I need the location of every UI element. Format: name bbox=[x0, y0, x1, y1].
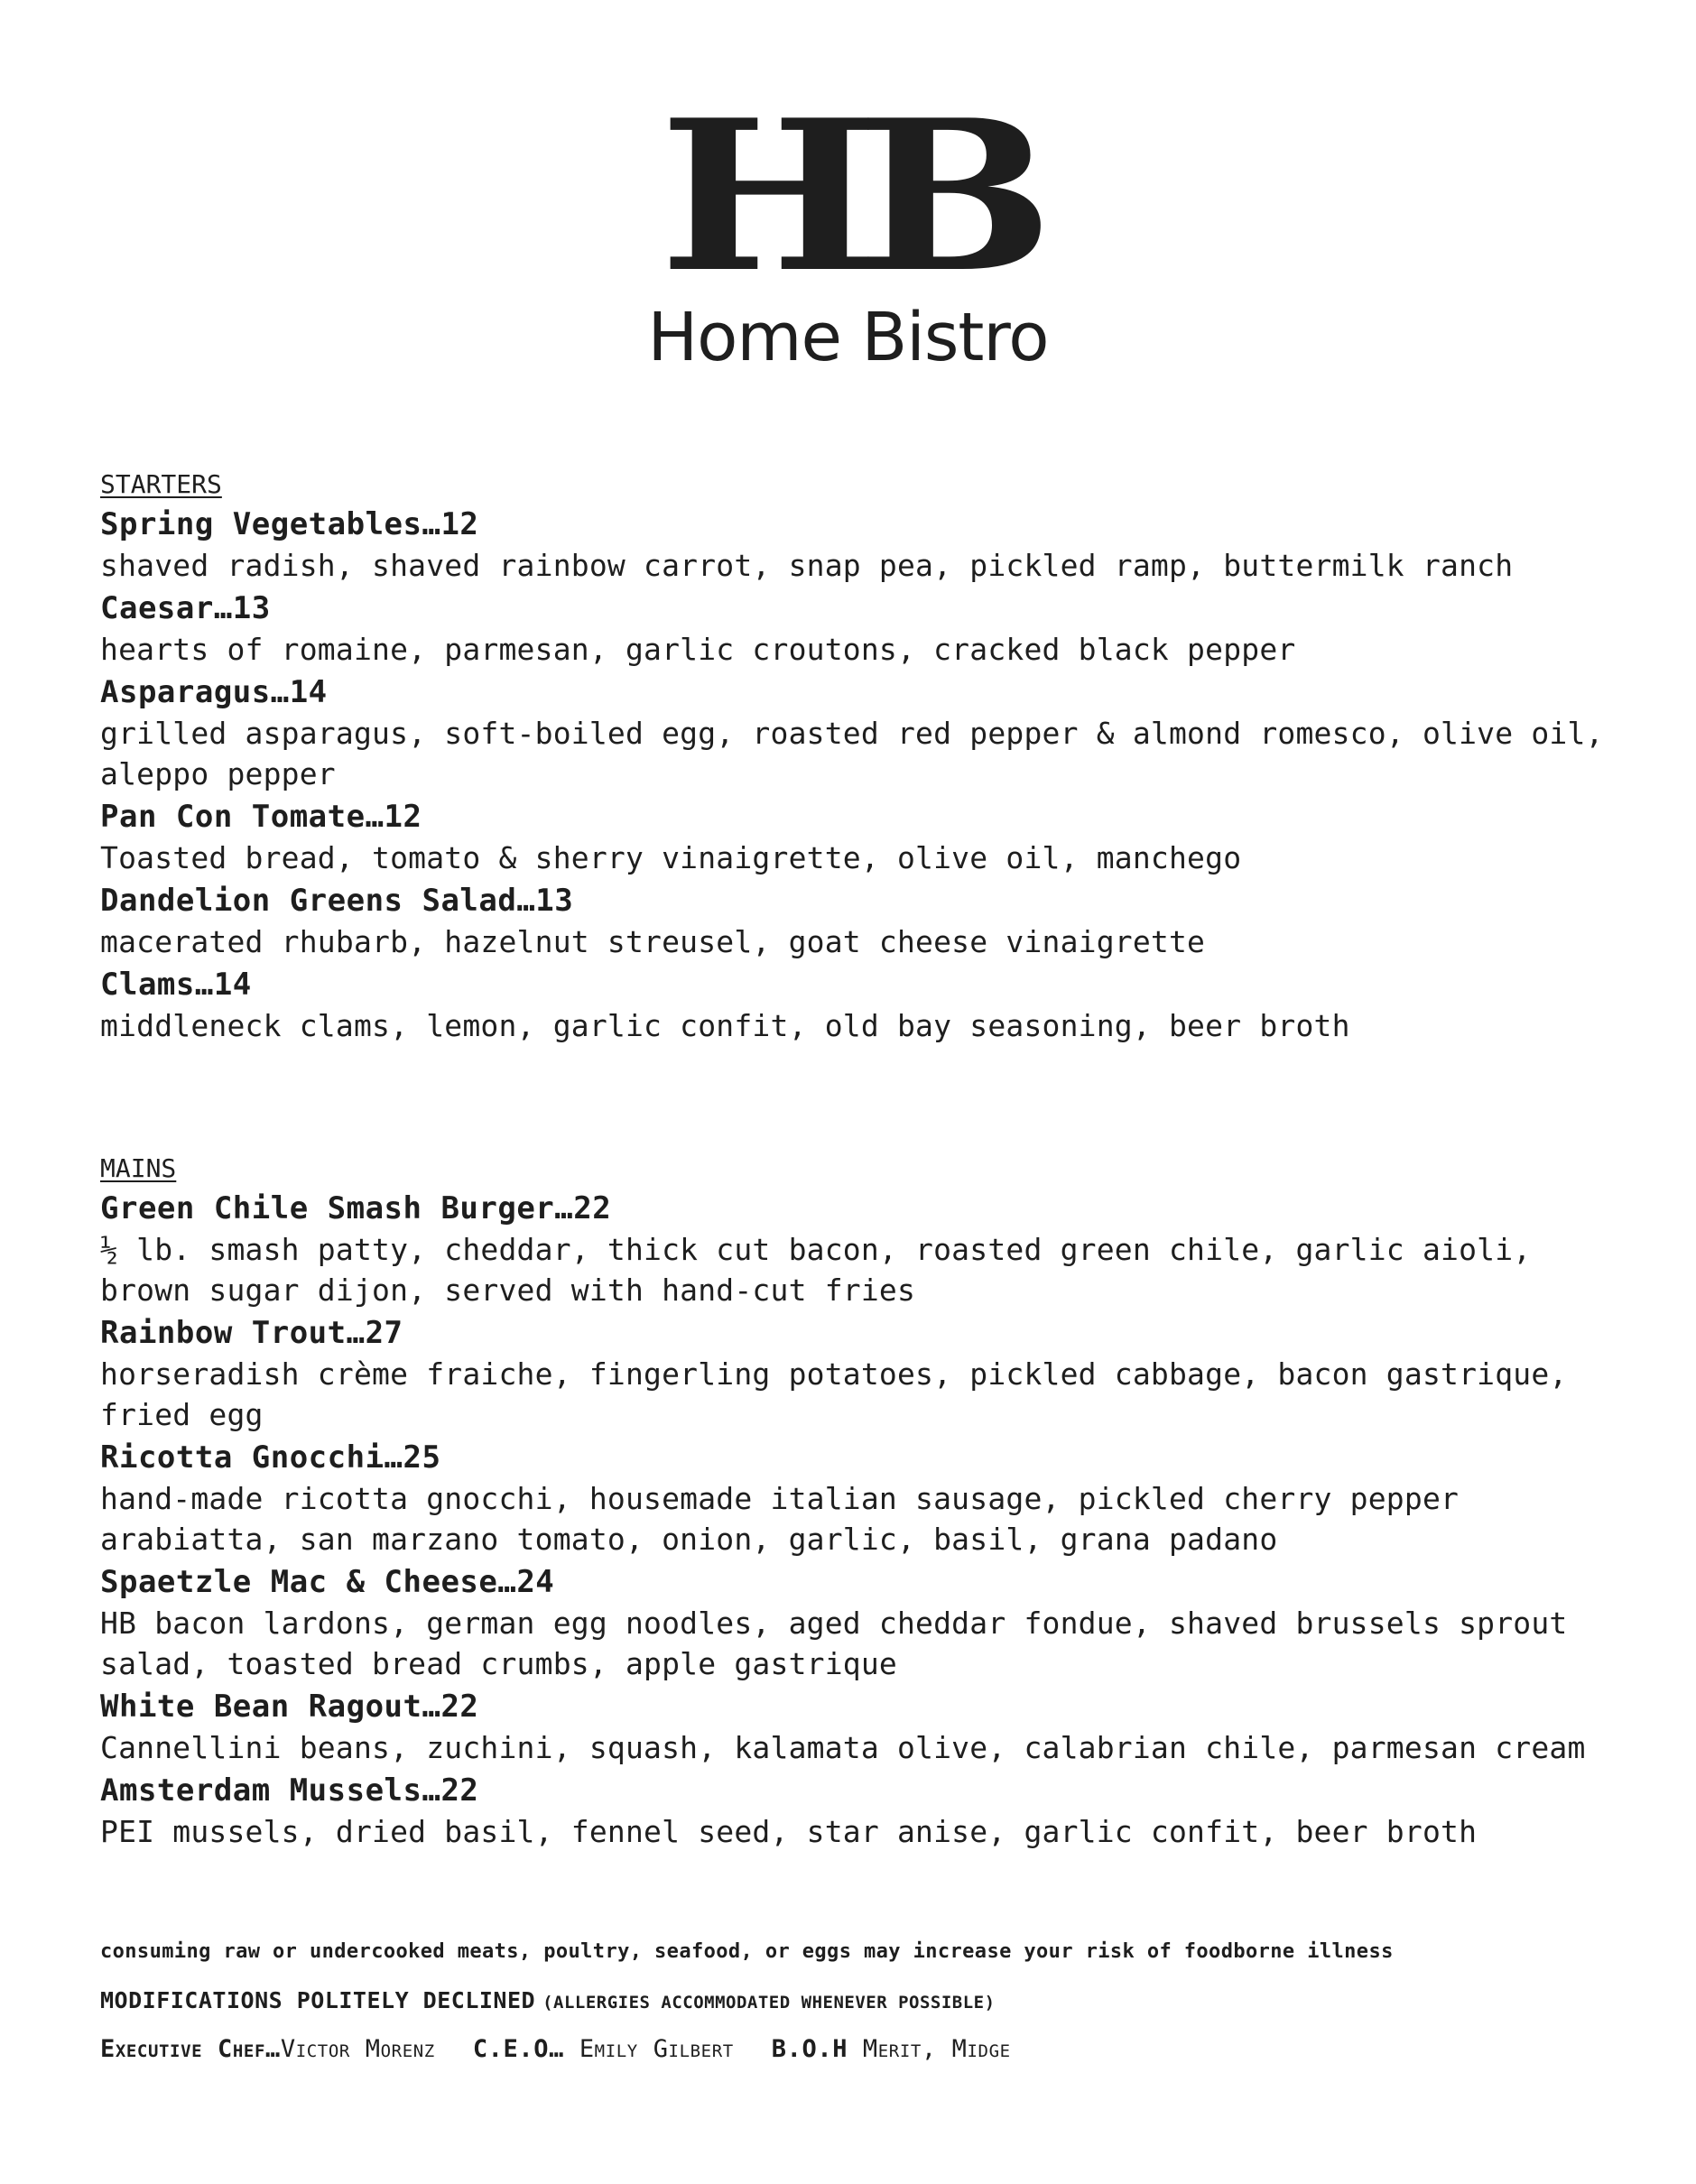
menu-item-title: Clams…14 bbox=[100, 967, 252, 1003]
logo bbox=[0, 75, 1696, 381]
menu-item bbox=[100, 1437, 1626, 1559]
menu-item-title: Pan Con Tomate…12 bbox=[100, 799, 422, 835]
menu-item-title: Spring Vegetables…12 bbox=[100, 506, 479, 542]
menu-item bbox=[100, 588, 1626, 670]
staff-name: Emily Gilbert bbox=[563, 2035, 734, 2063]
allergy-note: (ALLERGIES ACCOMMODATED WHENEVER POSSIBLE) bbox=[542, 1993, 996, 2013]
menu-item-description: horseradish crème fraiche, fingerling potatoes, pickled cabbage, bacon gastrique, fried egg bbox=[100, 1356, 1568, 1432]
menu-item-title: Amsterdam Mussels…22 bbox=[100, 1772, 479, 1809]
menu-item-description: grilled asparagus, soft-boiled egg, roasted red pepper & almond romesco, olive oil, aleppo pepper bbox=[100, 716, 1604, 791]
menu-item-description: HB bacon lardons, german egg noodles, aged cheddar fondue, shaved brussels sprout salad, toasted bread crumbs, apple gastrique bbox=[100, 1606, 1568, 1681]
staff-role: Executive Chef… bbox=[100, 2035, 281, 2063]
menu-item bbox=[100, 964, 1626, 1046]
menu-item bbox=[100, 1312, 1626, 1435]
menu-item-title: Spaetzle Mac & Cheese…24 bbox=[100, 1564, 555, 1600]
menu-item-title: Rainbow Trout…27 bbox=[100, 1315, 403, 1351]
menu-item bbox=[100, 671, 1626, 794]
staff-name: Merit, Midge bbox=[848, 2035, 1011, 2063]
menu-item bbox=[100, 1770, 1626, 1852]
menu-item-title: Asparagus…14 bbox=[100, 674, 328, 710]
policy-text: MODIFICATIONS POLITELY DECLINED bbox=[100, 1987, 536, 2013]
staff-name: Victor Morenz bbox=[280, 2035, 435, 2063]
menu-item bbox=[100, 796, 1626, 878]
starters-section bbox=[100, 469, 1626, 1048]
menu-item-title: Caesar…13 bbox=[100, 590, 271, 626]
menu-item-description: shaved radish, shaved rainbow carrot, snap pea, pickled ramp, buttermilk ranch bbox=[100, 548, 1514, 583]
menu-item bbox=[100, 880, 1626, 962]
menu-item bbox=[100, 1561, 1626, 1684]
menu-item-title: White Bean Ragout…22 bbox=[100, 1689, 479, 1725]
section-heading-mains: MAINS bbox=[100, 1153, 177, 1183]
modification-policy bbox=[100, 1985, 1626, 2018]
staff-role: B.O.H bbox=[771, 2035, 848, 2063]
menu-item-description: hand-made ricotta gnocchi, housemade italian sausage, pickled cherry pepper arabiatta, san marzano tomato, onion, garlic, basil, grana padano bbox=[100, 1481, 1460, 1557]
logo-mark: HB bbox=[659, 75, 1032, 319]
menu-item-description: ½ lb. smash patty, cheddar, thick cut bacon, roasted green chile, garlic aioli, brown sugar dijon, served with hand-cut fries bbox=[100, 1232, 1532, 1308]
menu-item-description: hearts of romaine, parmesan, garlic croutons, cracked black pepper bbox=[100, 632, 1296, 667]
menu-item bbox=[100, 1188, 1626, 1310]
menu-item-description: PEI mussels, dried basil, fennel seed, star anise, garlic confit, beer broth bbox=[100, 1814, 1478, 1849]
food-safety-disclaimer: consuming raw or undercooked meats, poultry, seafood, or eggs may increase your risk of foodborne illness bbox=[100, 1940, 1394, 1963]
menu-item bbox=[100, 1686, 1626, 1768]
menu-item-description: Cannellini beans, zuchini, squash, kalamata olive, calabrian chile, parmesan cream bbox=[100, 1730, 1586, 1765]
menu-item-title: Dandelion Greens Salad…13 bbox=[100, 883, 574, 919]
mains-section bbox=[100, 1153, 1626, 1854]
staff-credits bbox=[100, 2033, 1626, 2066]
menu-item-description: Toasted bread, tomato & sherry vinaigrette, olive oil, manchego bbox=[100, 840, 1242, 875]
menu-item-description: macerated rhubarb, hazelnut streusel, goat cheese vinaigrette bbox=[100, 924, 1206, 959]
menu-item bbox=[100, 504, 1626, 586]
menu-item-title: Green Chile Smash Burger…22 bbox=[100, 1190, 612, 1226]
section-heading-starters: STARTERS bbox=[100, 469, 222, 499]
menu-item-title: Ricotta Gnocchi…25 bbox=[100, 1439, 441, 1476]
menu-item-description: middleneck clams, lemon, garlic confit, old bay seasoning, beer broth bbox=[100, 1008, 1350, 1043]
staff-role: C.E.O… bbox=[472, 2035, 564, 2063]
restaurant-name: Home Bistro bbox=[647, 299, 1049, 376]
